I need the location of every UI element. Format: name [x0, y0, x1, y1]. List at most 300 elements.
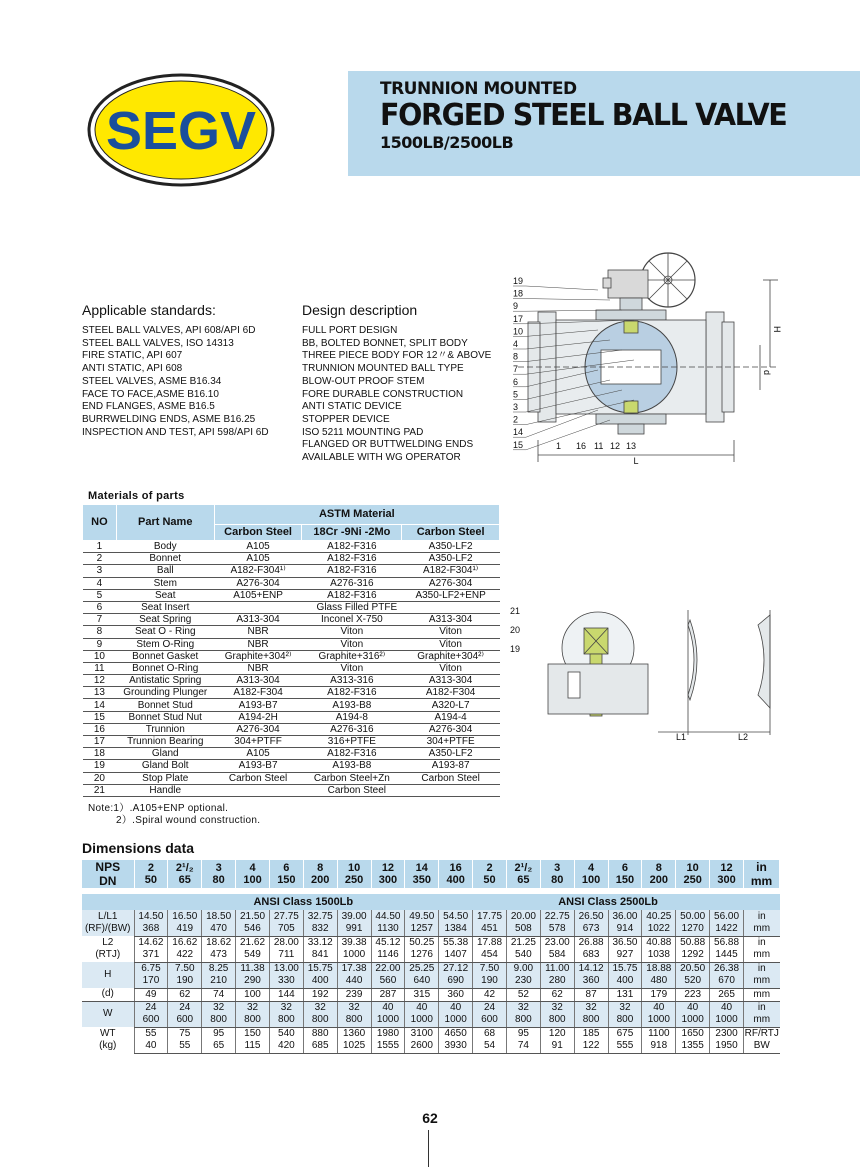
col-part-name: Part Name — [116, 505, 214, 541]
dimension-value: 54.50 — [439, 910, 473, 923]
dn-value: 150 — [615, 874, 635, 886]
dimension-value: 170 — [134, 975, 168, 988]
col-astm-material: ASTM Material — [214, 505, 499, 525]
material-row — [83, 736, 500, 748]
dimension-value: 40 — [134, 1040, 168, 1053]
material-stainless: A182-F316 — [302, 589, 402, 601]
dimension-value: 927 — [608, 949, 642, 962]
dimension-label-line1: H — [104, 969, 112, 980]
standard-item: FACE TO FACE,ASME B16.10 — [82, 388, 219, 400]
dimension-value: 3100 — [405, 1027, 439, 1040]
class-2500-label: ANSI Class 2500Lb — [473, 894, 744, 910]
dimension-value: 705 — [269, 923, 303, 936]
material-low-temp: Viton — [402, 662, 500, 674]
dimension-value: 991 — [337, 923, 371, 936]
dimension-value: 192 — [303, 988, 337, 1001]
material-stainless: A276-316 — [302, 577, 402, 589]
dimension-value: 315 — [405, 988, 439, 1001]
dimension-value: 20.50 — [676, 962, 710, 975]
material-part-name: Seat O - Ring — [116, 626, 214, 638]
material-no: 18 — [83, 748, 117, 760]
dimension-value: 549 — [236, 949, 270, 962]
dimension-value: 1100 — [642, 1027, 676, 1040]
dimension-value: 1445 — [710, 949, 744, 962]
dn-value: 150 — [277, 874, 296, 886]
design-item: FLANGED OR BUTTWELDING ENDS — [302, 439, 474, 451]
material-low-temp: Viton — [402, 626, 500, 638]
design-heading: Design description — [302, 302, 418, 318]
nps-value: 2¹/₂ — [514, 862, 533, 874]
dimension-value: 685 — [303, 1040, 337, 1053]
dimension-value: 36.50 — [608, 936, 642, 949]
callout-number: 8 — [513, 351, 519, 362]
dimension-value: 14.62 — [134, 936, 168, 949]
material-row — [83, 553, 500, 565]
dimension-value: 7.50 — [473, 962, 507, 975]
callout-number: 6 — [513, 376, 519, 387]
size-column — [134, 860, 168, 888]
dimension-value: 419 — [168, 923, 202, 936]
dimension-value: 422 — [168, 949, 202, 962]
dimension-value: 40 — [710, 1001, 744, 1014]
dn-value: 350 — [412, 874, 431, 886]
material-stainless: A193-B8 — [302, 760, 402, 772]
standard-item: INSPECTION AND TEST, API 598/API 6D — [82, 426, 269, 438]
dimension-value: 555 — [608, 1040, 642, 1053]
dimension-value: 26.50 — [574, 910, 608, 923]
class-row — [82, 894, 780, 910]
material-no: 15 — [83, 711, 117, 723]
dimension-value: 36.00 — [608, 910, 642, 923]
dimension-value: 800 — [202, 1014, 236, 1027]
dimension-unit: mm — [744, 949, 780, 962]
dimension-value: 75 — [168, 1027, 202, 1040]
col-carbon-steel: Carbon Steel — [214, 525, 302, 541]
dimension-value: 210 — [202, 975, 236, 988]
material-low-temp: 304+PTFE — [402, 736, 500, 748]
dimension-value: 16.62 — [168, 936, 202, 949]
material-stainless: Inconel X-750 — [302, 614, 402, 626]
material-stainless: A182-F316 — [302, 687, 402, 699]
material-stainless: A182-F316 — [302, 565, 402, 577]
dimension-value: 190 — [168, 975, 202, 988]
dimension-value: 100 — [236, 988, 270, 1001]
callout-number: 21 — [510, 606, 521, 616]
dimensions-table — [82, 860, 780, 1054]
material-part-name: Trunnion Bearing — [116, 736, 214, 748]
nps-value: 2 — [486, 862, 493, 874]
dimension-value: 239 — [337, 988, 371, 1001]
material-no: 10 — [83, 650, 117, 662]
material-low-temp: A194-4 — [402, 711, 500, 723]
dimension-value: 91 — [540, 1040, 574, 1053]
dimension-value: 454 — [473, 949, 507, 962]
dimension-row — [82, 1001, 780, 1014]
dimension-value: 18.50 — [202, 910, 236, 923]
material-row — [83, 748, 500, 760]
material-part-name: Gland — [116, 748, 214, 760]
dimension-value: 1384 — [439, 923, 473, 936]
dimension-value: 144 — [269, 988, 303, 1001]
dimension-value: 360 — [439, 988, 473, 1001]
dimension-label-line2: (kg) — [99, 1040, 117, 1051]
dimension-value: 640 — [405, 975, 439, 988]
dimension-value: 54 — [473, 1040, 507, 1053]
dimension-value: 32 — [337, 1001, 371, 1014]
dimension-value: 55 — [134, 1027, 168, 1040]
material-no: 6 — [83, 601, 117, 613]
size-column — [405, 860, 439, 888]
material-row — [83, 541, 500, 553]
material-low-temp: A276-304 — [402, 577, 500, 589]
dimension-row — [82, 1040, 780, 1053]
dim-l1-label: L1 — [676, 732, 687, 742]
material-stainless: Viton — [302, 638, 402, 650]
callout-number: 19 — [513, 276, 524, 286]
material-row — [83, 601, 500, 613]
dimension-value: 1000 — [710, 1014, 744, 1027]
dimension-value: 32 — [506, 1001, 540, 1014]
material-row — [83, 711, 500, 723]
nps-row — [82, 860, 780, 888]
material-no: 5 — [83, 589, 117, 601]
dimension-label-line1: WT — [99, 1028, 116, 1039]
dimension-value: 122 — [574, 1040, 608, 1053]
dimension-label-line1: L2 — [102, 937, 114, 948]
callout-number: 12 — [610, 441, 621, 451]
dimensions-title: Dimensions data — [82, 840, 195, 856]
material-low-temp: A313-304 — [402, 675, 500, 687]
dimension-value: 42 — [473, 988, 507, 1001]
dimension-value: 26.88 — [574, 936, 608, 949]
design-item: ISO 5211 MOUNTING PAD — [302, 426, 424, 438]
material-part-name: Bonnet — [116, 553, 214, 565]
dimension-value: 24 — [134, 1001, 168, 1014]
dimension-value: 473 — [202, 949, 236, 962]
valve-section-drawing — [508, 250, 783, 472]
material-carbon-steel: NBR — [214, 626, 302, 638]
size-column — [642, 860, 676, 888]
dimension-value: 600 — [134, 1014, 168, 1027]
dimension-value: 1000 — [642, 1014, 676, 1027]
size-column — [269, 860, 303, 888]
dimension-value: 600 — [473, 1014, 507, 1027]
unit-label — [744, 860, 780, 888]
size-column — [574, 860, 608, 888]
material-carbon-steel: Carbon Steel — [214, 772, 302, 784]
material-low-temp: A313-304 — [402, 614, 500, 626]
dimension-value: 1292 — [676, 949, 710, 962]
dimension-value: 223 — [676, 988, 710, 1001]
material-row — [83, 760, 500, 772]
size-column — [710, 860, 744, 888]
dimension-value: 1980 — [371, 1027, 405, 1040]
material-low-temp: A182-F304¹⁾ — [402, 565, 500, 577]
dimension-unit: in — [744, 936, 780, 949]
dimension-value: 4650 — [439, 1027, 473, 1040]
dimension-value: 32 — [269, 1001, 303, 1014]
dimension-value: 11.00 — [540, 962, 574, 975]
callout-number: 13 — [626, 441, 637, 451]
dimension-value: 800 — [540, 1014, 574, 1027]
design-item: STOPPER DEVICE — [302, 413, 390, 425]
material-low-temp: A320-L7 — [402, 699, 500, 711]
dimension-unit: mm — [744, 923, 780, 936]
dimension-value: 546 — [236, 923, 270, 936]
dimension-value: 2600 — [405, 1040, 439, 1053]
material-stainless: 316+PTFE — [302, 736, 402, 748]
dimension-value: 68 — [473, 1027, 507, 1040]
dimension-value: 50.25 — [405, 936, 439, 949]
material-carbon-steel: 304+PTFF — [214, 736, 302, 748]
material-carbon-steel: A193-B7 — [214, 699, 302, 711]
dimension-value: 800 — [608, 1014, 642, 1027]
title-line-1: TRUNNION MOUNTED — [380, 79, 577, 99]
dimension-value: 1000 — [405, 1014, 439, 1027]
dimension-value: 131 — [608, 988, 642, 1001]
dimension-value: 11.38 — [236, 962, 270, 975]
dimension-value: 40.88 — [642, 936, 676, 949]
dimension-row — [82, 988, 780, 1001]
material-no: 17 — [83, 736, 117, 748]
dimension-value: 87 — [574, 988, 608, 1001]
callout-number: 3 — [513, 402, 519, 412]
dimension-value: 673 — [574, 923, 608, 936]
dimension-value: 14.12 — [574, 962, 608, 975]
standard-item: ANTI STATIC, API 608 — [82, 363, 183, 375]
material-low-temp: A350-LF2 — [402, 541, 500, 553]
material-stainless: Viton — [302, 626, 402, 638]
dimension-value: 28.00 — [269, 936, 303, 949]
material-row — [83, 614, 500, 626]
material-row — [83, 650, 500, 662]
dimension-value: 179 — [642, 988, 676, 1001]
dimension-row — [82, 1014, 780, 1027]
end-connection-detail-drawing — [508, 600, 793, 745]
dimension-value: 1555 — [371, 1040, 405, 1053]
dimension-value: 22.75 — [540, 910, 574, 923]
nps-value: 4 — [249, 862, 256, 874]
dn-value: 250 — [683, 874, 702, 886]
dimension-value: 49.50 — [405, 910, 439, 923]
callout-number: 9 — [513, 301, 519, 312]
dimension-value: 62 — [540, 988, 574, 1001]
size-column — [473, 860, 507, 888]
material-no: 19 — [83, 760, 117, 772]
design-item: THREE PIECE BODY FOR 12〃& ABOVE — [302, 350, 492, 362]
dimension-value: 230 — [506, 975, 540, 988]
dimension-value: 45.12 — [371, 936, 405, 949]
material-carbon-steel: A313-304 — [214, 614, 302, 626]
size-column — [506, 860, 540, 888]
dimension-value: 1407 — [439, 949, 473, 962]
callout-number: 17 — [513, 313, 524, 324]
dimension-value: 520 — [676, 975, 710, 988]
note-1: Note:1）.A105+ENP optional. — [88, 803, 229, 814]
dimension-unit: mm — [744, 1014, 780, 1027]
dimension-value: 1422 — [710, 923, 744, 936]
size-column — [337, 860, 371, 888]
dimension-unit: RF/RTJ — [744, 1027, 779, 1039]
dimension-value: 1650 — [676, 1027, 710, 1040]
dimension-value: 32 — [202, 1001, 236, 1014]
dimension-value: 115 — [236, 1040, 270, 1053]
size-column — [202, 860, 236, 888]
dimension-value: 1025 — [337, 1040, 371, 1053]
material-carbon-steel: A276-304 — [214, 577, 302, 589]
callout-number: 10 — [513, 326, 524, 337]
dimension-value: 560 — [371, 975, 405, 988]
dim-d-label: d — [762, 370, 772, 376]
material-row — [83, 626, 500, 638]
dimension-row — [82, 962, 780, 975]
dimension-value: 52 — [506, 988, 540, 1001]
dn-value: 400 — [446, 874, 465, 886]
dimension-value: 800 — [574, 1014, 608, 1027]
dimension-value: 21.62 — [236, 936, 270, 949]
dimension-value: 8.25 — [202, 962, 236, 975]
material-no: 9 — [83, 638, 117, 650]
design-item: ANTI STATIC DEVICE — [302, 401, 402, 413]
material-low-temp: A350-LF2 — [402, 553, 500, 565]
material-stainless: A276-316 — [302, 723, 402, 735]
size-column — [303, 860, 337, 888]
dimension-value: 371 — [134, 949, 168, 962]
material-stainless: A182-F316 — [302, 748, 402, 760]
nps-value: 14 — [415, 862, 428, 874]
dimension-value: 1022 — [642, 923, 676, 936]
callout-number: 14 — [513, 427, 524, 438]
dn-value: 200 — [649, 874, 668, 886]
dimension-label — [82, 962, 134, 988]
pressure-class-subtitle: 1500LB/2500LB — [380, 133, 514, 152]
material-part-name: Gland Bolt — [116, 760, 214, 772]
dimension-row — [82, 910, 780, 923]
dn-value: 250 — [344, 874, 364, 886]
material-row — [83, 589, 500, 601]
dimension-value: 1130 — [371, 923, 405, 936]
nps-value: 3 — [554, 862, 561, 874]
design-item: FORE DURABLE CONSTRUCTION — [302, 388, 464, 400]
material-stainless: A194-8 — [302, 711, 402, 723]
material-carbon-steel: NBR — [214, 638, 302, 650]
dimension-value: 690 — [439, 975, 473, 988]
material-part-name: Bonnet Gasket — [116, 650, 214, 662]
dimension-value: 1000 — [439, 1014, 473, 1027]
dimension-value: 44.50 — [371, 910, 405, 923]
material-carbon-steel: A105 — [214, 541, 302, 553]
dimension-row — [82, 936, 780, 949]
standard-item: STEEL BALL VALVES, API 608/API 6D — [82, 325, 256, 336]
dimension-value: 800 — [269, 1014, 303, 1027]
product-title: FORGED STEEL BALL VALVE — [380, 98, 787, 133]
page-divider — [428, 1130, 429, 1167]
dimension-value: 62 — [168, 988, 202, 1001]
dimension-value: 1360 — [337, 1027, 371, 1040]
nps-value: 16 — [449, 862, 462, 874]
material-low-temp: Carbon Steel — [402, 772, 500, 784]
material-stainless: Glass Filled PTFE — [214, 601, 499, 613]
material-low-temp: A276-304 — [402, 723, 500, 735]
dimension-label-line2: (RF)/(BW) — [84, 923, 131, 934]
dimension-value: 3930 — [439, 1040, 473, 1053]
nps-value: 2¹/₂ — [175, 862, 194, 874]
dimension-value: 880 — [303, 1027, 337, 1040]
dimension-value: 185 — [574, 1027, 608, 1040]
material-no: 16 — [83, 723, 117, 735]
materials-title: Materials of parts — [88, 490, 185, 502]
material-carbon-steel: A182-F304 — [214, 687, 302, 699]
material-carbon-steel: NBR — [214, 662, 302, 674]
dimension-value: 120 — [540, 1027, 574, 1040]
nps-value: 12 — [381, 862, 395, 874]
dn-value: 100 — [581, 874, 601, 886]
nps-value: 12 — [720, 862, 733, 874]
col-stainless: 18Cr -9Ni -2Mo — [302, 525, 402, 541]
dimension-row — [82, 949, 780, 962]
dimension-value: 21.50 — [236, 910, 270, 923]
dimension-value: 21.25 — [506, 936, 540, 949]
dimension-label — [82, 988, 134, 1001]
nps-value: 6 — [621, 862, 629, 874]
standard-item: STEEL VALVES, ASME B16.34 — [82, 375, 222, 387]
dimension-value: 17.75 — [473, 910, 507, 923]
standard-item: END FLANGES, ASME B16.5 — [82, 401, 215, 413]
standard-item: BURRWELDING ENDS, ASME B16.25 — [82, 413, 256, 425]
dimension-value: 841 — [303, 949, 337, 962]
dimension-value: 27.12 — [439, 962, 473, 975]
dimension-value: 49 — [134, 988, 168, 1001]
dn-label: DN — [99, 874, 117, 888]
dimension-value: 584 — [540, 949, 574, 962]
callout-number: 1 — [556, 441, 562, 451]
dimension-value: 800 — [337, 1014, 371, 1027]
material-no: 11 — [83, 662, 117, 674]
size-column — [371, 860, 405, 888]
dn-value: 80 — [551, 874, 564, 886]
dimension-value: 16.50 — [168, 910, 202, 923]
material-stainless: Viton — [302, 662, 402, 674]
dimension-value: 56.88 — [710, 936, 744, 949]
dimension-value: 1950 — [710, 1040, 744, 1053]
dimension-value: 65 — [202, 1040, 236, 1053]
dimension-value: 800 — [236, 1014, 270, 1027]
dimension-value: 74 — [506, 1040, 540, 1053]
dimension-value: 56.00 — [710, 910, 744, 923]
class-1500-label: ANSI Class 1500Lb — [134, 894, 473, 910]
dimension-value: 9.00 — [506, 962, 540, 975]
dimension-value: 280 — [540, 975, 574, 988]
material-stainless: A313-316 — [302, 675, 402, 687]
material-no: 21 — [83, 784, 117, 796]
size-column — [236, 860, 270, 888]
dimension-value: 420 — [269, 1040, 303, 1053]
material-stainless: Graphite+316²⁾ — [302, 650, 402, 662]
dimension-value: 40 — [439, 1001, 473, 1014]
dimension-unit: in — [744, 962, 780, 975]
dimension-label-line1: L/L1 — [98, 911, 118, 922]
dn-value: 80 — [212, 874, 225, 886]
col-low-temp-carbon-steel: Carbon Steel — [402, 525, 500, 541]
material-no: 12 — [83, 675, 117, 687]
material-row — [83, 687, 500, 699]
material-low-temp: A350-LF2+ENP — [402, 589, 500, 601]
title-banner — [348, 71, 860, 176]
material-part-name: Stop Plate — [116, 772, 214, 784]
dimension-value: 32 — [303, 1001, 337, 1014]
material-part-name: Ball — [116, 565, 214, 577]
material-no: 7 — [83, 614, 117, 626]
